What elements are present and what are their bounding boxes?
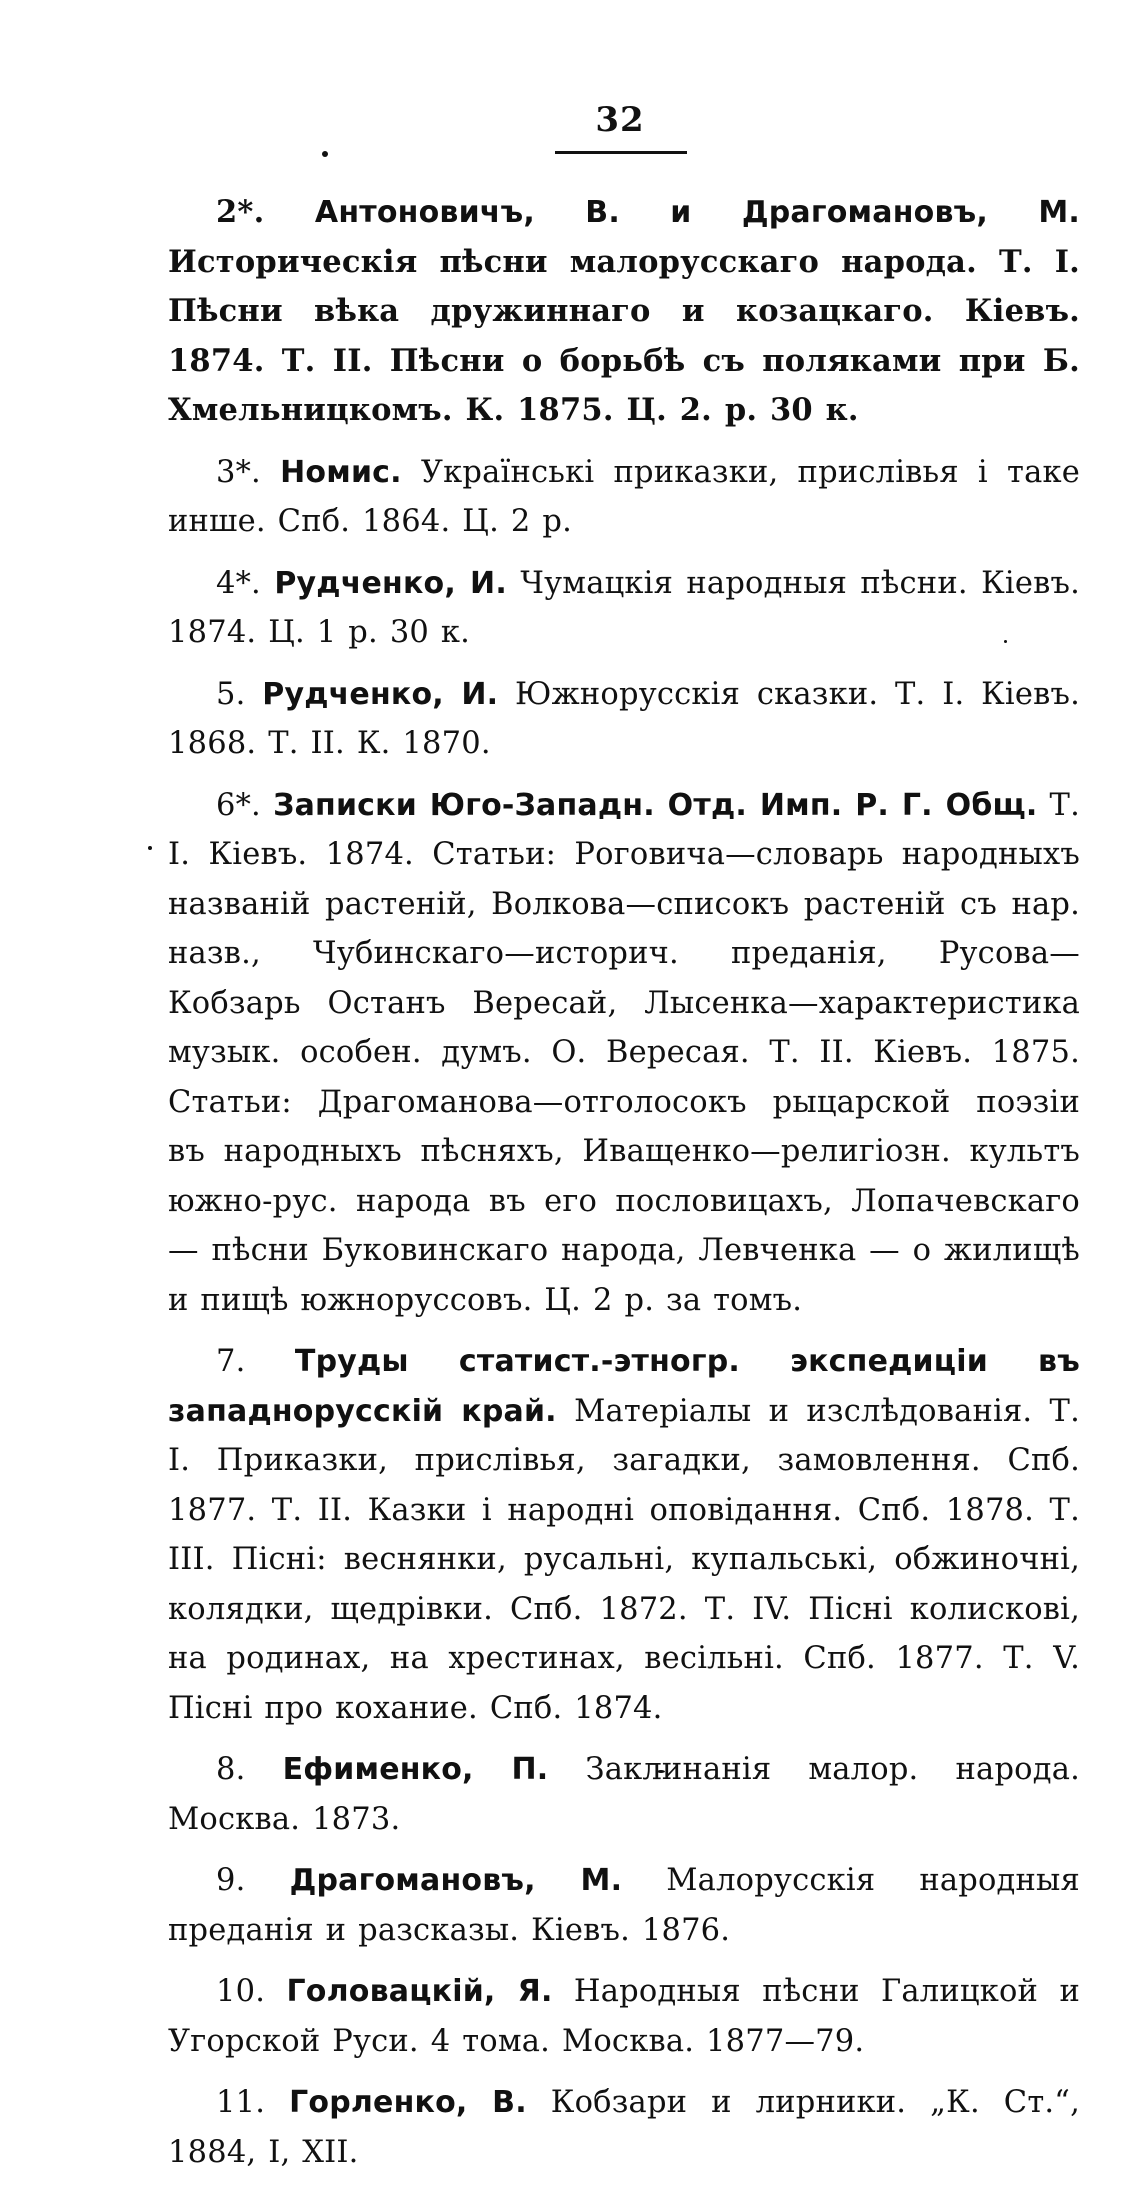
bibliography-entry — [168, 559, 1080, 658]
bibliography-entry — [168, 448, 1080, 547]
bibliography-entry — [168, 1967, 1080, 2066]
entry-author: Номис. — [280, 454, 402, 490]
entry-author: Антоновичъ, В. и Драгомановъ, М. — [314, 195, 1080, 230]
entry-description: Малорусскія народныя преданія и разсказы. Кіевъ. 1876. — [168, 1863, 1080, 1948]
page-number: 32 — [595, 100, 645, 140]
bibliography-entry — [168, 1745, 1080, 1844]
entry-description: Чумацкія народныя пѣсни. Кіевъ. 1874. Ц. 1 р. 30 к. — [168, 565, 1080, 650]
entry-author: Рудченко, И. — [274, 565, 507, 601]
entry-description: Историческія пѣсни малорусскаго народа. Т. I. Пѣсни вѣка дружиннаго и козацкаго. Кіевъ. 1874. Т. II. Пѣсни о борьбѣ съ поляками при Б. Хмельницкомъ. К. 1875. Ц. 2. р. 30 к. — [168, 243, 1080, 428]
entry-number: 11. — [216, 2085, 266, 2120]
page-number-rule — [555, 151, 687, 154]
print-speck — [322, 151, 328, 157]
entry-author: Ефименко, П. — [282, 1752, 549, 1787]
bibliography-entry — [168, 2078, 1080, 2177]
entry-description: Южнорусскія сказки. Т. I. Кіевъ. 1868. Т. II. К. 1870. — [168, 676, 1080, 761]
entry-number: 4*. — [216, 565, 261, 601]
entry-author: Горленко, В. — [289, 2085, 527, 2120]
entry-author: Драгомановъ, М. — [289, 1863, 623, 1898]
entry-number: 2*. — [216, 194, 265, 230]
entry-author: Рудченко, И. — [262, 676, 499, 712]
entry-number: 9. — [216, 1863, 246, 1898]
entry-author: Записки Юго-Западн. Отд. Имп. Р. Г. Общ. — [273, 787, 1038, 823]
bibliography-list — [168, 188, 1080, 2189]
bibliography-entry — [168, 188, 1080, 436]
entry-number: 3*. — [216, 454, 261, 490]
bibliography-entry — [168, 670, 1080, 769]
entry-author: Труды статист.-этногр. экспедиціи въ западнорусскій край. — [168, 1344, 1080, 1429]
entry-number: 7. — [216, 1344, 246, 1379]
bibliography-entry — [168, 1337, 1080, 1733]
bibliography-entry — [168, 781, 1080, 1326]
entry-author: Головацкій, Я. — [286, 1974, 553, 2009]
entry-number: 10. — [216, 1974, 266, 2009]
entry-description: Народныя пѣсни Галицкой и Угорской Руси. 4 тома. Москва. 1877—79. — [168, 1974, 1080, 2059]
entry-description: Матеріалы и изслѣдованія. Т. I. Приказки, прислівья, загадки, замовлення. Спб. 1877. Т. II. Казки і народні оповідання. Спб. 1878. Т. III. Пісні: веснянки, русальні, купальські, обжиночні, колядки, щедрівки. Спб. 1872. Т. IV. Пісні колискові, на родинах, на хрестинах, весільні. Спб. 1877. Т. V. Пісні про кохание. Спб. 1874. — [168, 1393, 1080, 1726]
entry-description: Т. I. Кіевъ. 1874. Статьи: Роговича—словарь народныхъ названій растеній, Волкова—списокъ растеній съ нар. назв., Чубинскаго—историч. преданія, Русова—Кобзарь Останъ Вересай, Лысенка—характеристика музык. особен. думъ. О. Вересая. Т. II. Кіевъ. 1875. Статьи: Драгоманова—отголосокъ рыцарской поэзіи въ народныхъ пѣсняхъ, Иващенко—религіозн. культъ южно-рус. народа въ его пословицахъ, Лопачевскаго — пѣсни Буковинскаго народа, Левченка — о жилищѣ и пищѣ южноруссовъ. Ц. 2 р. за томъ. — [168, 787, 1080, 1318]
entry-number: 5. — [216, 676, 246, 712]
print-speck — [148, 846, 152, 850]
bibliography-entry — [168, 1856, 1080, 1955]
entry-number: 6*. — [216, 787, 261, 823]
entry-description: Заклинанія малор. народа. Москва. 1873. — [168, 1752, 1080, 1837]
entry-description: Украïнські приказки, прислівья і таке инше. Спб. 1864. Ц. 2 р. — [168, 454, 1080, 539]
entry-number: 8. — [216, 1752, 246, 1787]
entry-description: Кобзари и лирники. „К. Ст.“, 1884, I, XII. — [168, 2085, 1080, 2170]
